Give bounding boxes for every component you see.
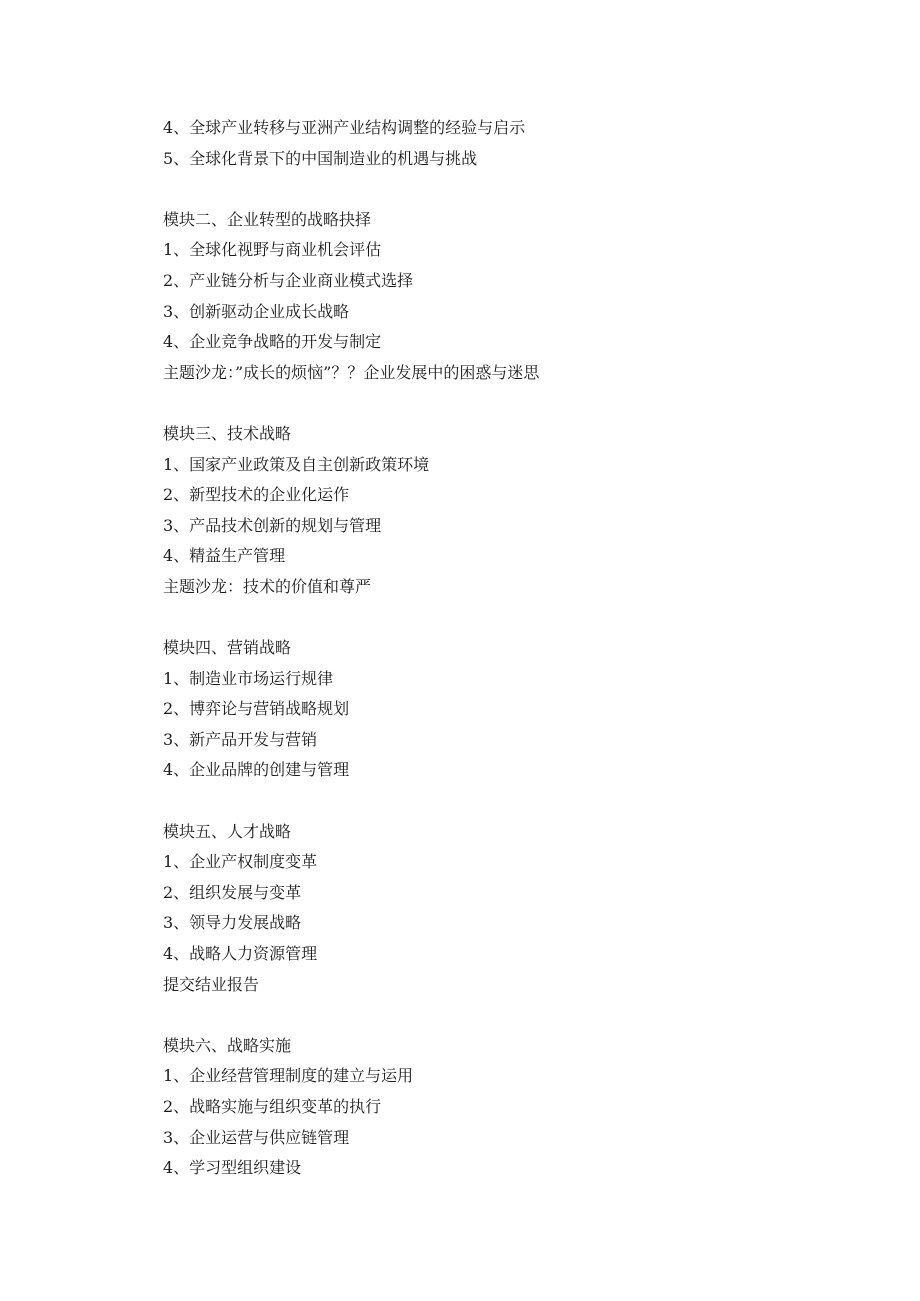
- list-item: 1、全球化视野与商业机会评估: [163, 240, 382, 260]
- module-title: 模块二、企业转型的战略抉择: [163, 209, 372, 229]
- section-spacer: [163, 174, 863, 205]
- module-note: 提交结业报告: [163, 974, 260, 994]
- list-item: 2、产业链分析与企业商业模式选择: [163, 270, 414, 290]
- list-item: 4、精益生产管理: [163, 546, 286, 566]
- list-item: 4、企业竞争战略的开发与制定: [163, 332, 382, 352]
- list-item: 4、企业品牌的创建与管理: [163, 760, 350, 780]
- list-item: 3、新产品开发与营销: [163, 729, 318, 749]
- list-item: 3、企业运营与供应链管理: [163, 1127, 350, 1147]
- list-item: 3、产品技术创新的规划与管理: [163, 515, 382, 535]
- section-spacer: [163, 1000, 863, 1031]
- section-spacer: [163, 786, 863, 817]
- list-item: 3、领导力发展战略: [163, 913, 302, 933]
- list-item: 4、战略人力资源管理: [163, 944, 318, 964]
- list-item: 1、国家产业政策及自主创新政策环境: [163, 454, 430, 474]
- list-item: 2、新型技术的企业化运作: [163, 485, 350, 505]
- list-item: 4、学习型组织建设: [163, 1158, 302, 1178]
- list-item: 2、组织发展与变革: [163, 882, 302, 902]
- list-item: 3、创新驱动企业成长战略: [163, 301, 350, 321]
- list-item: 5、全球化背景下的中国制造业的机遇与挑战: [163, 148, 478, 168]
- section-spacer: [163, 388, 863, 419]
- section-spacer: [163, 603, 863, 634]
- course-outline: [163, 113, 863, 1184]
- module-title: 模块五、人才战略: [163, 821, 292, 841]
- list-item: 1、制造业市场运行规律: [163, 668, 334, 688]
- list-item: 2、战略实施与组织变革的执行: [163, 1097, 382, 1116]
- module-title: 模块三、技术战略: [163, 423, 292, 443]
- list-item: 1、企业经营管理制度的建立与运用: [163, 1066, 414, 1086]
- module-note: 主题沙龙：”成长的烦恼”？？企业发展中的困惑与迷思: [163, 362, 540, 382]
- module-title: 模块四、营销战略: [163, 638, 292, 658]
- list-item: 4、全球产业转移与亚洲产业结构调整的经验与启示: [163, 118, 526, 137]
- list-item: 1、企业产权制度变革: [163, 852, 318, 872]
- module-title: 模块六、战略实施: [163, 1035, 292, 1055]
- module-note: 主题沙龙：技术的价值和尊严: [163, 576, 372, 596]
- list-item: 2、博弈论与营销战略规划: [163, 699, 350, 719]
